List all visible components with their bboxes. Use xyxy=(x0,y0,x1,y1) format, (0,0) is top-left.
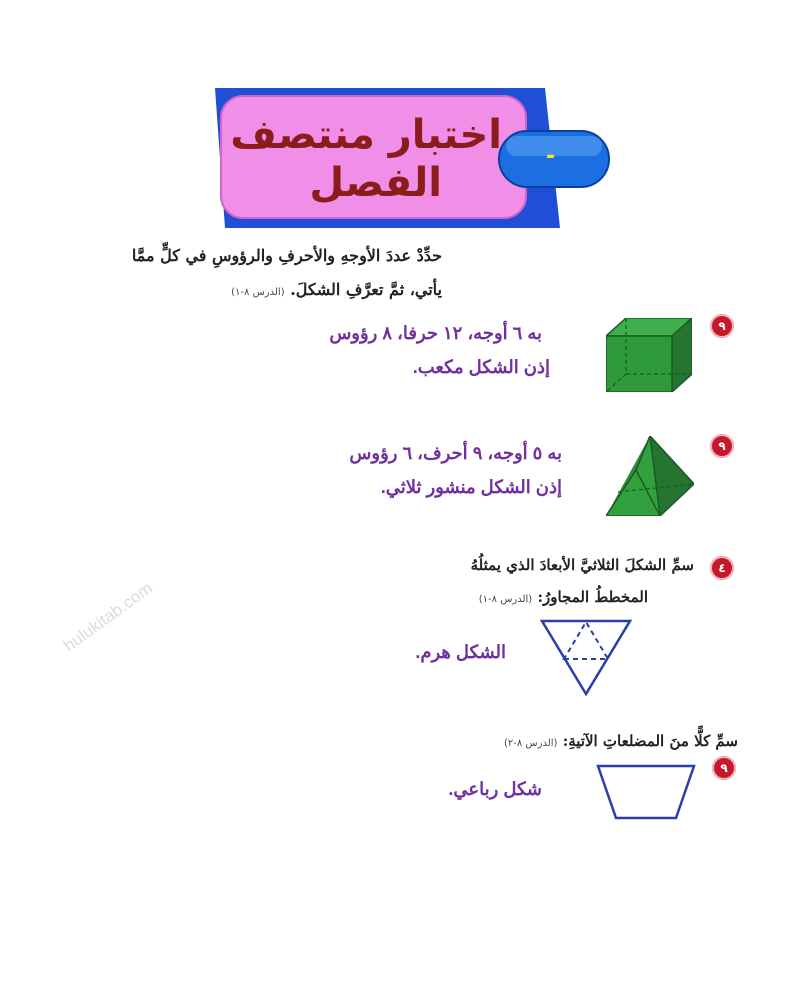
answer-3: الشكل هرم. xyxy=(415,642,506,662)
instruction-line-2: يأتي، ثمَّ تعرَّفِ الشكلَ. (الدرس ٨-١) xyxy=(231,280,442,299)
question-3: سمِّ كلًّا منَ المضلعاتِ الآتيةِ: (الدرس ٨-٢) xyxy=(503,732,738,750)
pyramid-net-icon xyxy=(540,618,632,696)
prism-figure xyxy=(606,436,694,516)
question-number-badge: ٩ xyxy=(712,756,736,780)
pill-label: - xyxy=(546,144,556,169)
cube-icon xyxy=(606,318,692,392)
title-line-2: الفصل xyxy=(309,160,442,206)
lesson-ref: (الدرس ٨-١) xyxy=(231,287,285,298)
title-line-1: اختبار منتصف xyxy=(230,112,502,158)
instruction-line-1: حدِّدْ عددَ الأوجهِ والأحرفِ والرؤوسِ في كلٍّ ممَّا xyxy=(131,246,442,265)
lesson-number-pill xyxy=(498,130,610,188)
answer-1-line-2: إذن الشكل مكعب. xyxy=(412,357,550,377)
triangular-prism-icon xyxy=(606,436,694,516)
lesson-ref: (الدرس ٨-٢) xyxy=(503,738,558,749)
question-number-badge: ٤ xyxy=(710,556,734,580)
question-2-line-2: المخططُ المجاورُ: (الدرس ٨-١) xyxy=(478,588,648,606)
question-number-badge: ٩ xyxy=(710,434,734,458)
trapezoid-diagram xyxy=(596,764,696,820)
watermark: hulukitab.com xyxy=(60,578,157,656)
question-number-badge: ٩ xyxy=(710,314,734,338)
answer-2-line-2: إذن الشكل منشور ثلاثي. xyxy=(380,477,562,497)
lesson-ref: (الدرس ٨-١) xyxy=(478,594,533,605)
cube-figure xyxy=(606,318,692,392)
answer-1-line-1: به ٦ أوجه، ١٢ حرفا، ٨ رؤوس xyxy=(329,323,542,343)
answer-2-line-1: به ٥ أوجه، ٩ أحرف، ٦ رؤوس xyxy=(349,443,562,463)
answer-4: شكل رباعي. xyxy=(448,779,542,799)
trapezoid-icon xyxy=(596,764,696,820)
question-2-line-1: سمِّ الشكلَ الثلاثيَّ الأبعادَ الذي يمثلُهُ xyxy=(470,556,694,574)
pyramid-net-diagram xyxy=(540,618,632,696)
